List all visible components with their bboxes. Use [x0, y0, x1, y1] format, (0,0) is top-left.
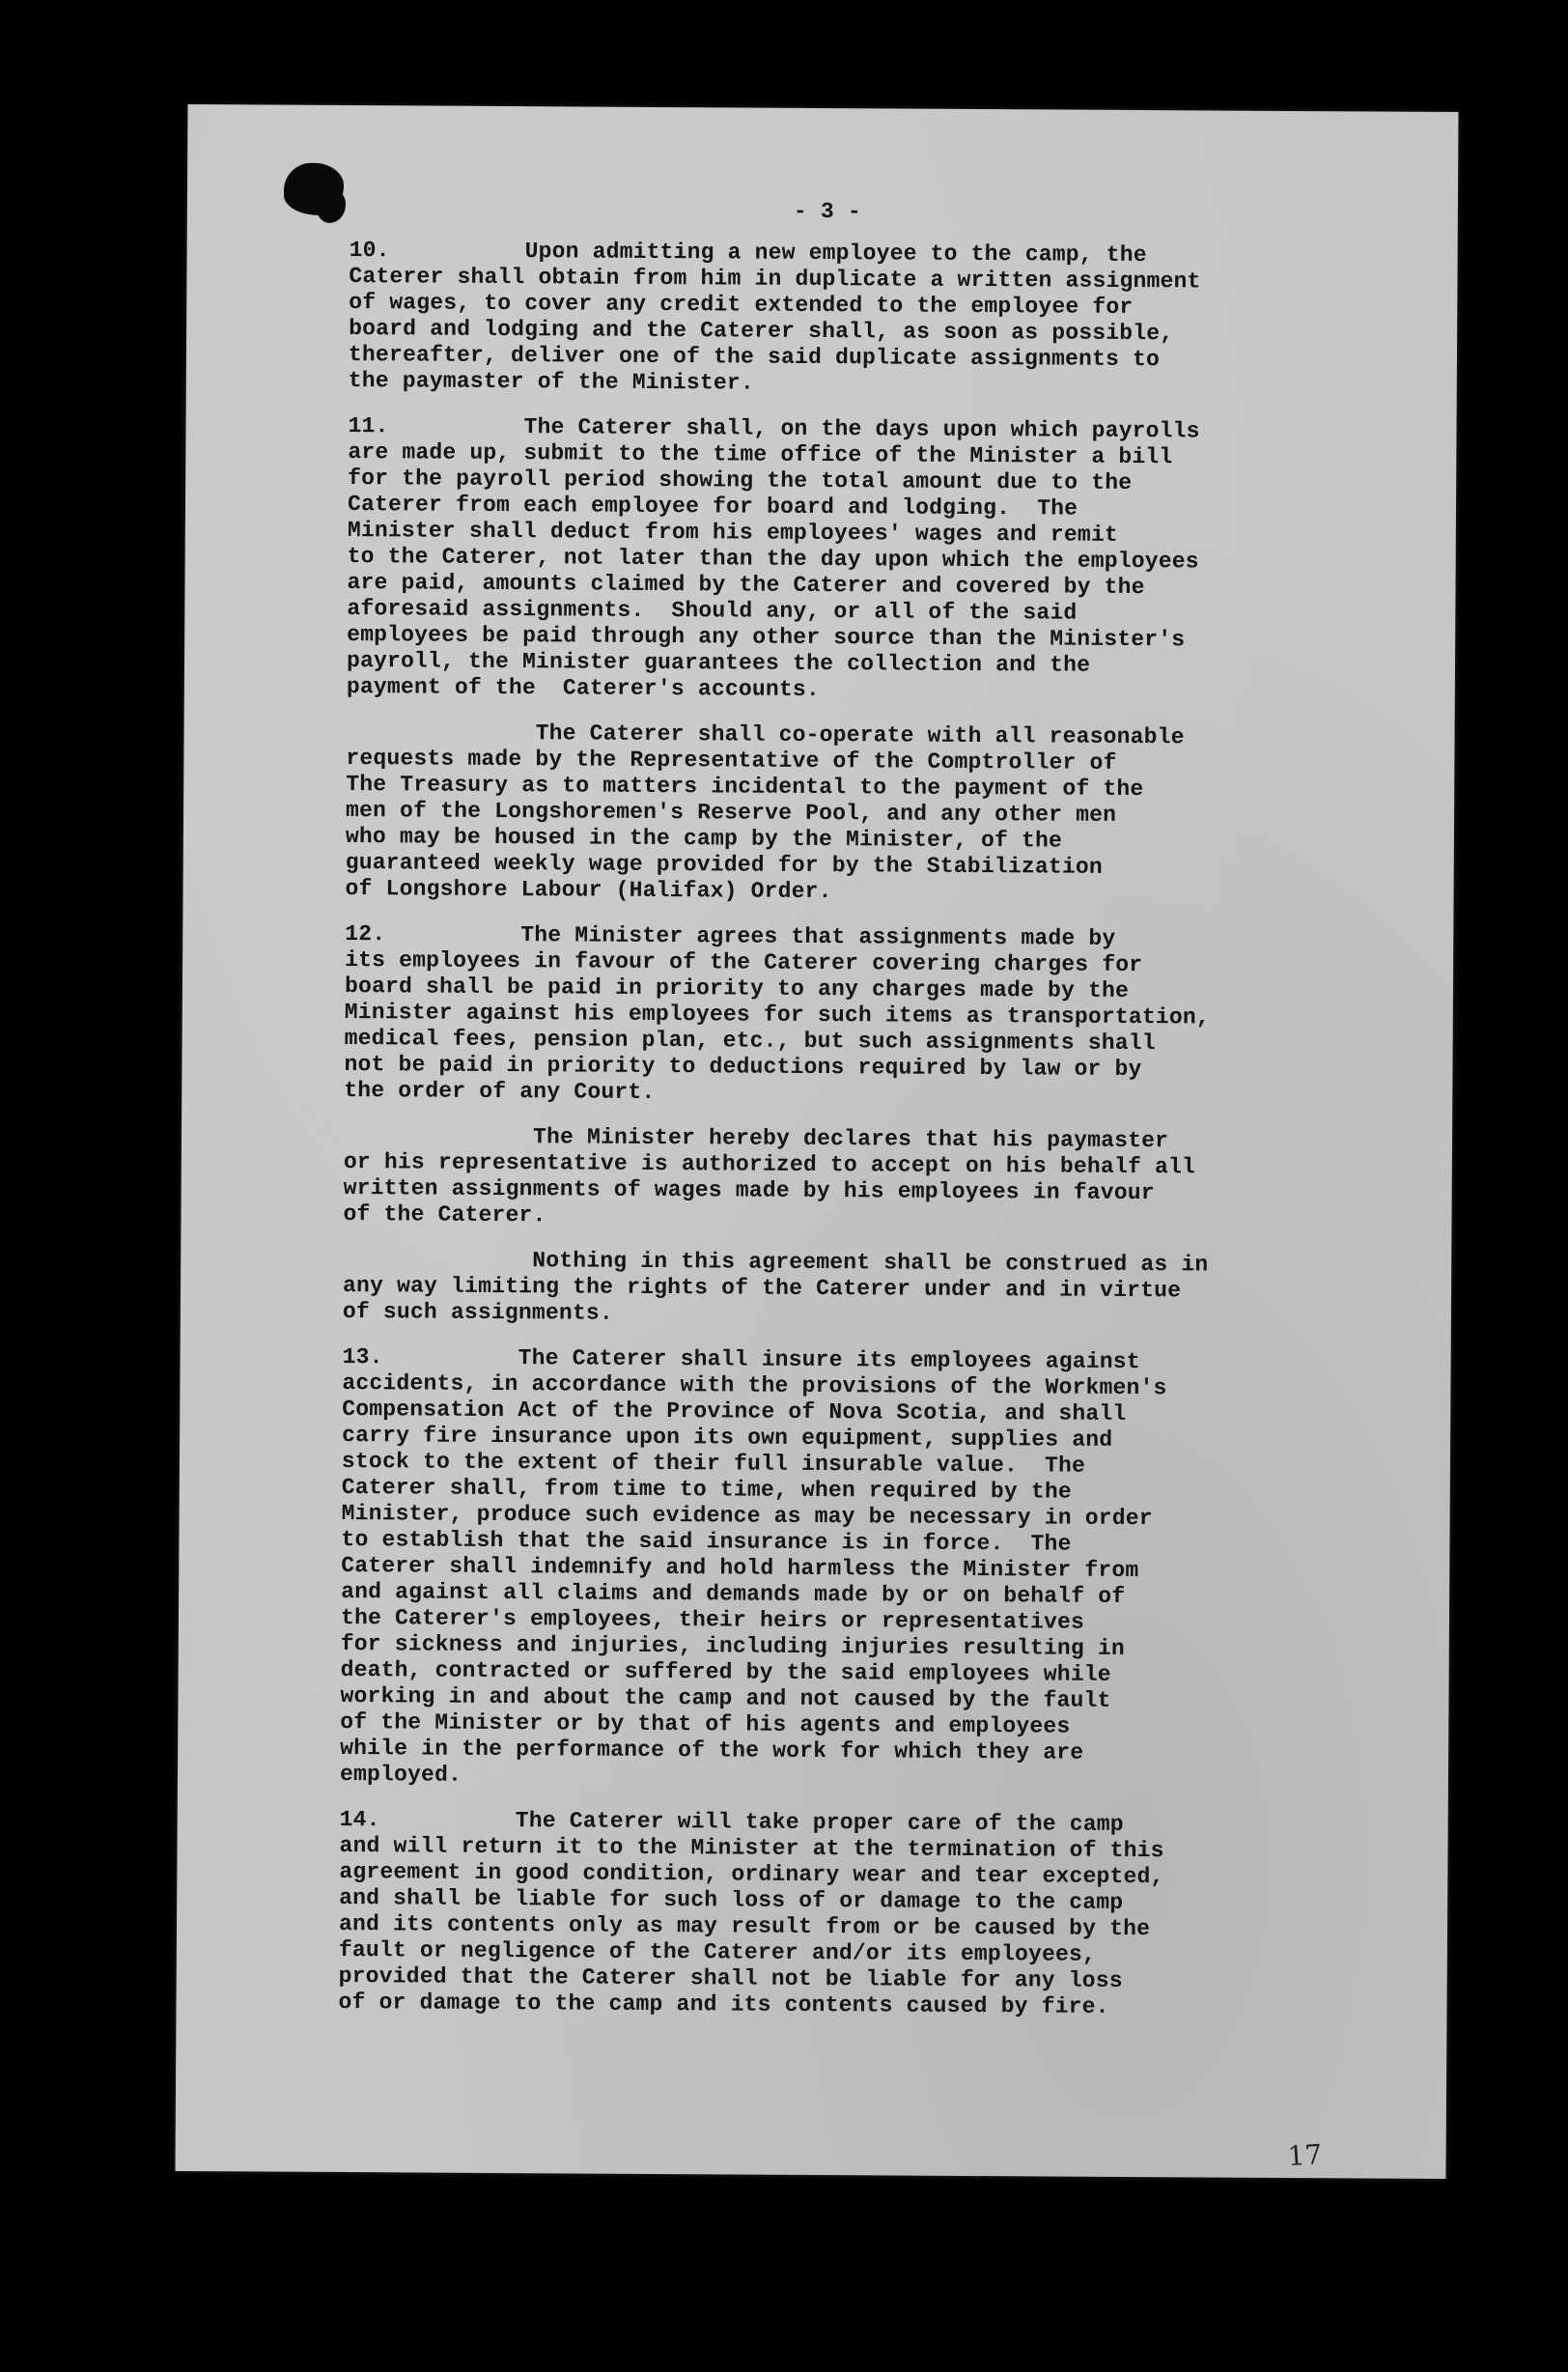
text-line: death, contracted or suffered by the said employees while [340, 1656, 1111, 1687]
text-line: or his representative is authorized to accept on his behalf all [343, 1149, 1196, 1180]
text-line: 10. Upon admitting a new employee to the camp, the [349, 238, 1147, 268]
text-line: Caterer shall, from time to time, when required by the [341, 1475, 1072, 1505]
text-line: of the Caterer. [343, 1201, 546, 1228]
text-line: the order of any Court. [344, 1078, 656, 1105]
text-line: guaranteed weekly wage provided for by the Stabilization [345, 850, 1103, 880]
text-line: 12. The Minister agrees that assignments made by [345, 921, 1116, 951]
text-line: Nothing in this agreement shall be construed as in [343, 1247, 1209, 1278]
text-line: any way limiting the rights of the Caterer under and in virtue [343, 1273, 1182, 1304]
text-line: Caterer from each employee for board and lodging. The [347, 492, 1078, 522]
paragraph-p11b [346, 720, 1360, 908]
text-line: employed. [339, 1761, 462, 1788]
text-line: for sickness and injuries, including injuries resulting in [340, 1630, 1126, 1661]
text-line: provided that the Caterer shall not be liable for any loss [338, 1963, 1123, 1993]
text-line: The Caterer shall co-operate with all reasonable [346, 720, 1185, 750]
text-line: and its contents only as may result from or be caused by the [338, 1910, 1151, 1942]
text-line: are paid, amounts claimed by the Caterer and covered by the [347, 570, 1145, 601]
text-line: while in the performance of the work for which they are [340, 1735, 1084, 1765]
text-line: written assignments of wages made by his employees in favour [343, 1175, 1155, 1206]
text-line: to the Caterer, not later than the day upon which the employees [347, 544, 1199, 575]
text-line: board and lodging and the Caterer shall, as soon as possible, [349, 316, 1174, 347]
text-line: who may be housed in the camp by the Minister, of the [345, 824, 1063, 854]
text-line: thereafter, deliver one of the said duplicate assignments to [348, 342, 1161, 373]
paragraph-p12b [343, 1123, 1358, 1233]
text-line: and shall be liable for such loss of or damage to the camp [339, 1884, 1124, 1915]
text-line: the Caterer's employees, their heirs or representatives [340, 1604, 1085, 1635]
text-line: agreement in good condition, ordinary wear and tear excepted, [339, 1858, 1164, 1890]
text-line: carry fire insurance upon its own equipment, supplies and [342, 1423, 1113, 1453]
text-line: The Minister hereby declares that his paymaster [343, 1123, 1169, 1154]
text-line: payroll, the Minister guarantees the collection and the [346, 648, 1091, 678]
text-line: of Longshore Labour (Halifax) Order. [345, 876, 832, 905]
text-line: Minister, produce such evidence as may be necessary in order [341, 1500, 1153, 1532]
page-number: - 3 - [793, 198, 861, 225]
text-line: Caterer shall obtain from him in duplicate a written assignment [349, 264, 1201, 295]
text-line: stock to the extent of their full insurable value. The [341, 1449, 1086, 1479]
handwritten-page-mark: 17 [1286, 2138, 1324, 2173]
text-line: Minister shall deduct from his employees' wages and remit [347, 518, 1119, 548]
paragraph-list [338, 238, 1362, 2021]
text-line: the paymaster of the Minister. [348, 368, 754, 396]
paragraph-p12c [343, 1247, 1357, 1331]
text-line: not be paid in priority to deductions required by law or by [344, 1052, 1142, 1083]
text-line: men of the Longshoremen's Reserve Pool, and any other men [346, 798, 1117, 828]
document-page [175, 104, 1458, 2179]
text-line: requests made by the Representative of the Comptroller of [346, 746, 1117, 776]
text-line: of wages, to cover any credit extended to the employee for [349, 290, 1134, 320]
text-line: payment of the Caterer's accounts. [346, 674, 821, 703]
text-line: and against all claims and demands made by or on behalf of [341, 1578, 1126, 1609]
text-line: 13. The Caterer shall insure its employees against [342, 1344, 1140, 1375]
ink-blot [284, 163, 344, 215]
text-line: medical fees, pension plan, etc., but such assignments shall [344, 1026, 1156, 1057]
text-line: of or damage to the camp and its contents caused by fire. [338, 1989, 1109, 2019]
text-line: employees be paid through any other source than the Minister's [347, 622, 1186, 653]
text-line: 14. The Caterer will take proper care of the camp [339, 1806, 1124, 1837]
document-body [338, 196, 1363, 2041]
text-line: 11. The Caterer shall, on the days upon which payrolls [348, 413, 1200, 444]
text-line: its employees in favour of the Caterer covering charges for [345, 947, 1143, 978]
text-line: of the Minister or by that of his agents and employees [340, 1708, 1071, 1739]
text-line: The Treasury as to matters incidental to the payment of the [346, 772, 1144, 803]
text-line: Minister against his employees for such items as transportation, [344, 1000, 1211, 1031]
text-line: for the payroll period showing the total amount due to the [348, 466, 1133, 495]
text-line: fault or negligence of the Caterer and/or its employees, [338, 1936, 1097, 1967]
text-line: working in and about the camp and not caused by the fault [340, 1682, 1111, 1713]
paragraph-p13 [340, 1344, 1357, 1793]
text-line: to establish that the said insurance is in force. The [341, 1526, 1072, 1557]
text-line: and will return it to the Minister at the termination of this [339, 1832, 1164, 1864]
text-line: are made up, submit to the time office of the Minister a bill [348, 439, 1173, 470]
text-line: Caterer shall indemnify and hold harmless the Minister from [341, 1552, 1139, 1584]
paragraph-p14 [338, 1807, 1353, 2021]
paragraph-p12 [344, 921, 1358, 1110]
text-line: board shall be paid in priority to any charges made by the [344, 974, 1130, 1003]
paragraph-p10 [349, 238, 1363, 400]
text-line: Compensation Act of the Province of Nova Scotia, and shall [342, 1397, 1127, 1426]
text-line: accidents, in accordance with the provisions of the Workmen's [342, 1370, 1167, 1401]
text-line: aforesaid assignments. Should any, or all of the said [347, 596, 1078, 626]
text-line: of such assignments. [342, 1299, 614, 1326]
paragraph-p11 [347, 413, 1362, 706]
